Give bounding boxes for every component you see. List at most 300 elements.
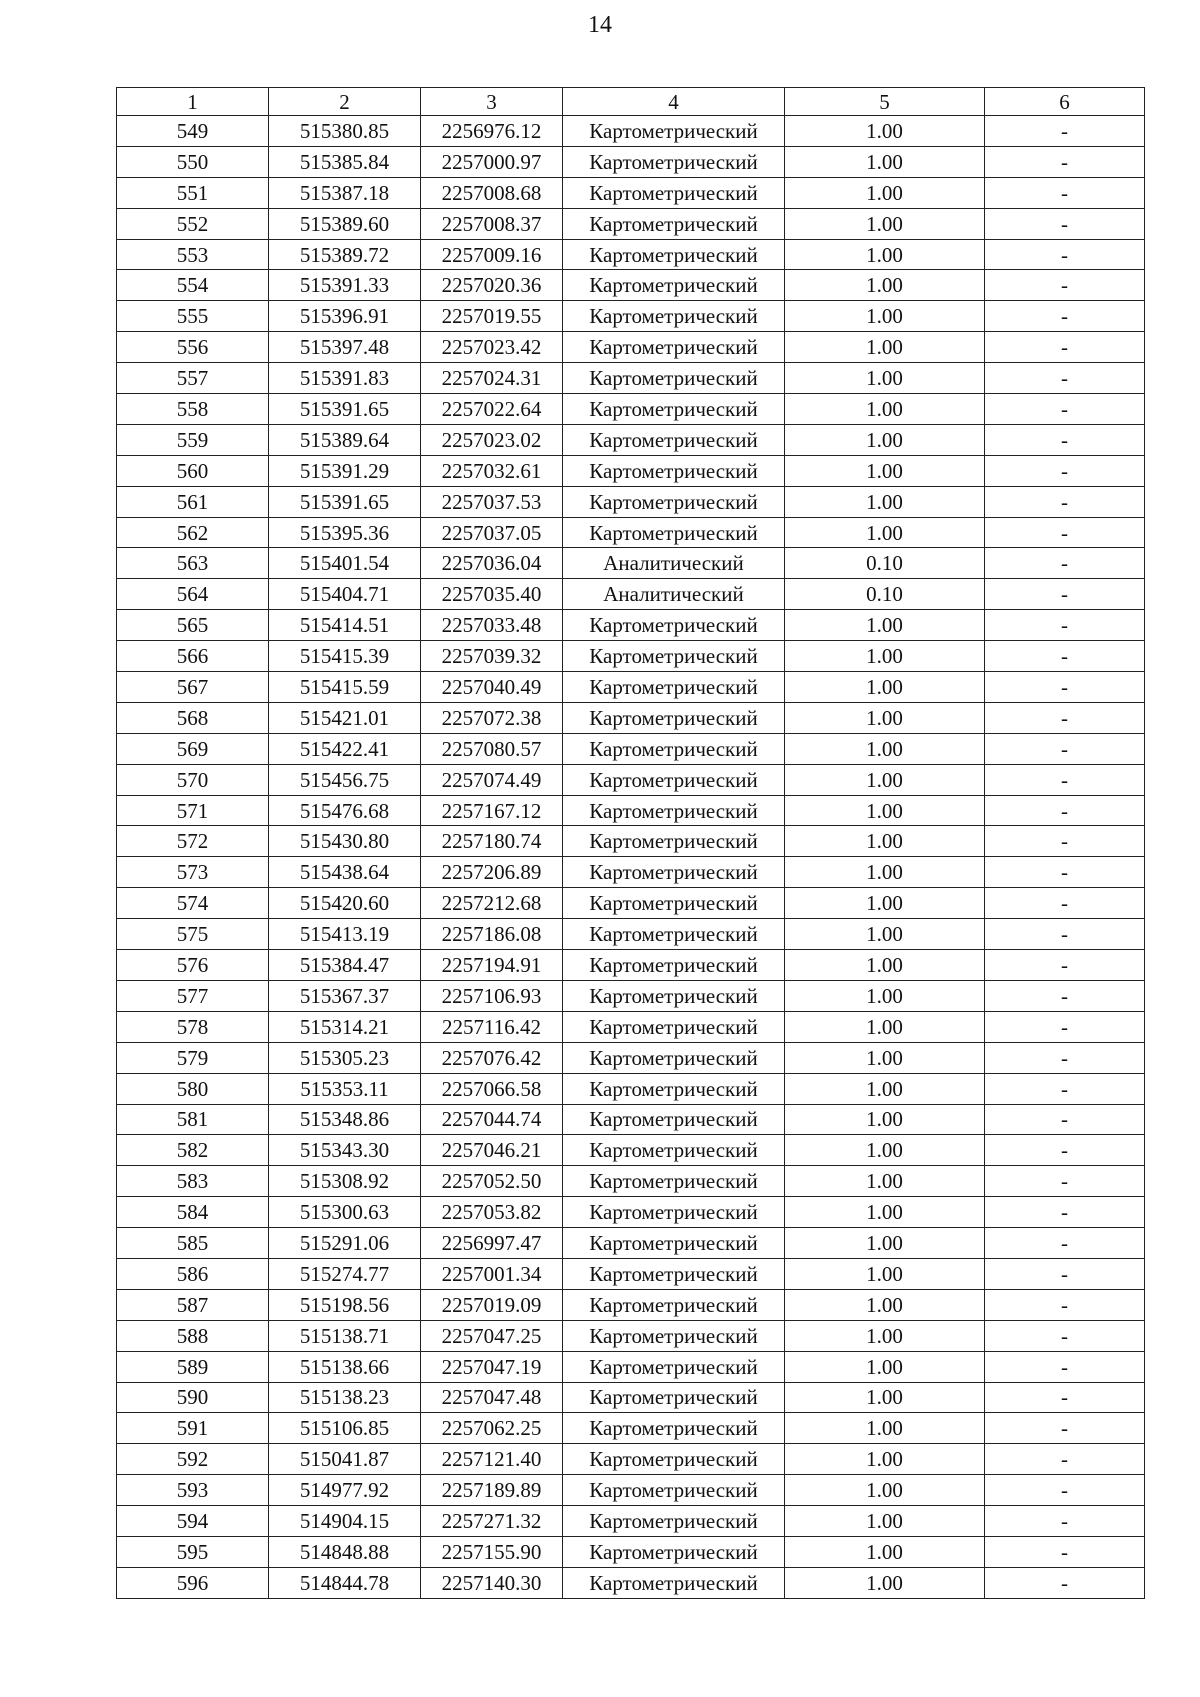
accuracy-cell: 1.00 bbox=[785, 919, 985, 950]
coordinates-table bbox=[116, 87, 1145, 1599]
table-row bbox=[117, 1289, 1145, 1320]
accuracy-cell: 0.10 bbox=[785, 579, 985, 610]
method-cell: Картометрический bbox=[563, 919, 785, 950]
table-row bbox=[117, 1011, 1145, 1042]
method-cell: Картометрический bbox=[563, 1042, 785, 1073]
y-coordinate-cell: 2257066.58 bbox=[421, 1073, 563, 1104]
accuracy-cell: 1.00 bbox=[785, 610, 985, 641]
y-coordinate-cell: 2257206.89 bbox=[421, 857, 563, 888]
point-number-cell: 581 bbox=[117, 1104, 269, 1135]
y-coordinate-cell: 2257072.38 bbox=[421, 702, 563, 733]
table-row bbox=[117, 764, 1145, 795]
y-coordinate-cell: 2257033.48 bbox=[421, 610, 563, 641]
x-coordinate-cell: 515274.77 bbox=[269, 1258, 421, 1289]
table-row bbox=[117, 548, 1145, 579]
note-cell: - bbox=[985, 394, 1145, 425]
x-coordinate-cell: 514904.15 bbox=[269, 1506, 421, 1537]
point-number-cell: 582 bbox=[117, 1135, 269, 1166]
y-coordinate-cell: 2257106.93 bbox=[421, 980, 563, 1011]
note-cell: - bbox=[985, 1135, 1145, 1166]
point-number-cell: 596 bbox=[117, 1567, 269, 1598]
x-coordinate-cell: 515391.65 bbox=[269, 394, 421, 425]
point-number-cell: 561 bbox=[117, 486, 269, 517]
y-coordinate-cell: 2256997.47 bbox=[421, 1228, 563, 1259]
table-body bbox=[117, 116, 1145, 1599]
y-coordinate-cell: 2257035.40 bbox=[421, 579, 563, 610]
method-cell: Картометрический bbox=[563, 610, 785, 641]
y-coordinate-cell: 2257047.25 bbox=[421, 1320, 563, 1351]
note-cell: - bbox=[985, 208, 1145, 239]
x-coordinate-cell: 515198.56 bbox=[269, 1289, 421, 1320]
point-number-cell: 586 bbox=[117, 1258, 269, 1289]
note-cell: - bbox=[985, 641, 1145, 672]
method-cell: Картометрический bbox=[563, 795, 785, 826]
point-number-cell: 564 bbox=[117, 579, 269, 610]
x-coordinate-cell: 515414.51 bbox=[269, 610, 421, 641]
method-cell: Картометрический bbox=[563, 980, 785, 1011]
accuracy-cell: 1.00 bbox=[785, 826, 985, 857]
point-number-cell: 552 bbox=[117, 208, 269, 239]
point-number-cell: 579 bbox=[117, 1042, 269, 1073]
note-cell: - bbox=[985, 919, 1145, 950]
note-cell: - bbox=[985, 1104, 1145, 1135]
column-header: 3 bbox=[421, 88, 563, 116]
method-cell: Картометрический bbox=[563, 950, 785, 981]
note-cell: - bbox=[985, 1289, 1145, 1320]
accuracy-cell: 1.00 bbox=[785, 1228, 985, 1259]
method-cell: Картометрический bbox=[563, 1506, 785, 1537]
point-number-cell: 575 bbox=[117, 919, 269, 950]
method-cell: Картометрический bbox=[563, 1258, 785, 1289]
point-number-cell: 594 bbox=[117, 1506, 269, 1537]
point-number-cell: 554 bbox=[117, 270, 269, 301]
note-cell: - bbox=[985, 1042, 1145, 1073]
y-coordinate-cell: 2257155.90 bbox=[421, 1536, 563, 1567]
x-coordinate-cell: 515138.66 bbox=[269, 1351, 421, 1382]
method-cell: Картометрический bbox=[563, 517, 785, 548]
column-header: 2 bbox=[269, 88, 421, 116]
x-coordinate-cell: 515413.19 bbox=[269, 919, 421, 950]
point-number-cell: 569 bbox=[117, 733, 269, 764]
point-number-cell: 557 bbox=[117, 363, 269, 394]
method-cell: Картометрический bbox=[563, 239, 785, 270]
point-number-cell: 566 bbox=[117, 641, 269, 672]
method-cell: Картометрический bbox=[563, 332, 785, 363]
y-coordinate-cell: 2257167.12 bbox=[421, 795, 563, 826]
table-row bbox=[117, 1444, 1145, 1475]
accuracy-cell: 0.10 bbox=[785, 548, 985, 579]
table-row bbox=[117, 208, 1145, 239]
note-cell: - bbox=[985, 116, 1145, 147]
table-row bbox=[117, 332, 1145, 363]
x-coordinate-cell: 515138.71 bbox=[269, 1320, 421, 1351]
point-number-cell: 585 bbox=[117, 1228, 269, 1259]
page-number: 14 bbox=[588, 12, 612, 38]
accuracy-cell: 1.00 bbox=[785, 1444, 985, 1475]
method-cell: Картометрический bbox=[563, 424, 785, 455]
x-coordinate-cell: 515396.91 bbox=[269, 301, 421, 332]
accuracy-cell: 1.00 bbox=[785, 1567, 985, 1598]
note-cell: - bbox=[985, 424, 1145, 455]
x-coordinate-cell: 515389.72 bbox=[269, 239, 421, 270]
x-coordinate-cell: 515291.06 bbox=[269, 1228, 421, 1259]
accuracy-cell: 1.00 bbox=[785, 1475, 985, 1506]
note-cell: - bbox=[985, 1197, 1145, 1228]
table-row bbox=[117, 270, 1145, 301]
x-coordinate-cell: 515391.33 bbox=[269, 270, 421, 301]
accuracy-cell: 1.00 bbox=[785, 1258, 985, 1289]
y-coordinate-cell: 2257212.68 bbox=[421, 888, 563, 919]
y-coordinate-cell: 2257023.02 bbox=[421, 424, 563, 455]
table-row bbox=[117, 146, 1145, 177]
y-coordinate-cell: 2257019.09 bbox=[421, 1289, 563, 1320]
accuracy-cell: 1.00 bbox=[785, 857, 985, 888]
accuracy-cell: 1.00 bbox=[785, 1166, 985, 1197]
table-row bbox=[117, 980, 1145, 1011]
x-coordinate-cell: 515420.60 bbox=[269, 888, 421, 919]
y-coordinate-cell: 2257022.64 bbox=[421, 394, 563, 425]
accuracy-cell: 1.00 bbox=[785, 1320, 985, 1351]
method-cell: Картометрический bbox=[563, 116, 785, 147]
x-coordinate-cell: 515404.71 bbox=[269, 579, 421, 610]
y-coordinate-cell: 2257271.32 bbox=[421, 1506, 563, 1537]
accuracy-cell: 1.00 bbox=[785, 394, 985, 425]
method-cell: Аналитический bbox=[563, 548, 785, 579]
accuracy-cell: 1.00 bbox=[785, 116, 985, 147]
note-cell: - bbox=[985, 239, 1145, 270]
accuracy-cell: 1.00 bbox=[785, 1197, 985, 1228]
method-cell: Картометрический bbox=[563, 702, 785, 733]
y-coordinate-cell: 2257180.74 bbox=[421, 826, 563, 857]
note-cell: - bbox=[985, 1320, 1145, 1351]
x-coordinate-cell: 515384.47 bbox=[269, 950, 421, 981]
point-number-cell: 578 bbox=[117, 1011, 269, 1042]
accuracy-cell: 1.00 bbox=[785, 672, 985, 703]
note-cell: - bbox=[985, 363, 1145, 394]
accuracy-cell: 1.00 bbox=[785, 208, 985, 239]
column-header: 4 bbox=[563, 88, 785, 116]
accuracy-cell: 1.00 bbox=[785, 301, 985, 332]
x-coordinate-cell: 515353.11 bbox=[269, 1073, 421, 1104]
table-row bbox=[117, 1506, 1145, 1537]
y-coordinate-cell: 2257189.89 bbox=[421, 1475, 563, 1506]
method-cell: Картометрический bbox=[563, 1536, 785, 1567]
accuracy-cell: 1.00 bbox=[785, 980, 985, 1011]
method-cell: Картометрический bbox=[563, 641, 785, 672]
accuracy-cell: 1.00 bbox=[785, 1413, 985, 1444]
point-number-cell: 590 bbox=[117, 1382, 269, 1413]
point-number-cell: 580 bbox=[117, 1073, 269, 1104]
note-cell: - bbox=[985, 702, 1145, 733]
table-row bbox=[117, 1104, 1145, 1135]
point-number-cell: 577 bbox=[117, 980, 269, 1011]
table-row bbox=[117, 672, 1145, 703]
point-number-cell: 550 bbox=[117, 146, 269, 177]
table-row bbox=[117, 888, 1145, 919]
note-cell: - bbox=[985, 733, 1145, 764]
method-cell: Картометрический bbox=[563, 764, 785, 795]
y-coordinate-cell: 2257019.55 bbox=[421, 301, 563, 332]
x-coordinate-cell: 515387.18 bbox=[269, 177, 421, 208]
note-cell: - bbox=[985, 1351, 1145, 1382]
method-cell: Картометрический bbox=[563, 363, 785, 394]
method-cell: Картометрический bbox=[563, 455, 785, 486]
table-row bbox=[117, 177, 1145, 208]
method-cell: Картометрический bbox=[563, 1444, 785, 1475]
table-row bbox=[117, 1413, 1145, 1444]
y-coordinate-cell: 2257121.40 bbox=[421, 1444, 563, 1475]
table-row bbox=[117, 579, 1145, 610]
table-row bbox=[117, 239, 1145, 270]
table-row bbox=[117, 1567, 1145, 1598]
x-coordinate-cell: 515395.36 bbox=[269, 517, 421, 548]
x-coordinate-cell: 515389.64 bbox=[269, 424, 421, 455]
point-number-cell: 589 bbox=[117, 1351, 269, 1382]
point-number-cell: 571 bbox=[117, 795, 269, 826]
note-cell: - bbox=[985, 888, 1145, 919]
point-number-cell: 591 bbox=[117, 1413, 269, 1444]
column-header: 6 bbox=[985, 88, 1145, 116]
x-coordinate-cell: 515391.65 bbox=[269, 486, 421, 517]
x-coordinate-cell: 515421.01 bbox=[269, 702, 421, 733]
y-coordinate-cell: 2257186.08 bbox=[421, 919, 563, 950]
x-coordinate-cell: 515385.84 bbox=[269, 146, 421, 177]
x-coordinate-cell: 515389.60 bbox=[269, 208, 421, 239]
table-row bbox=[117, 1166, 1145, 1197]
note-cell: - bbox=[985, 517, 1145, 548]
point-number-cell: 583 bbox=[117, 1166, 269, 1197]
note-cell: - bbox=[985, 826, 1145, 857]
point-number-cell: 551 bbox=[117, 177, 269, 208]
table-row bbox=[117, 795, 1145, 826]
header-row bbox=[117, 88, 1145, 116]
y-coordinate-cell: 2257047.19 bbox=[421, 1351, 563, 1382]
point-number-cell: 574 bbox=[117, 888, 269, 919]
note-cell: - bbox=[985, 610, 1145, 641]
note-cell: - bbox=[985, 1567, 1145, 1598]
note-cell: - bbox=[985, 579, 1145, 610]
accuracy-cell: 1.00 bbox=[785, 1104, 985, 1135]
note-cell: - bbox=[985, 301, 1145, 332]
x-coordinate-cell: 515367.37 bbox=[269, 980, 421, 1011]
point-number-cell: 563 bbox=[117, 548, 269, 579]
table-row bbox=[117, 641, 1145, 672]
x-coordinate-cell: 515391.29 bbox=[269, 455, 421, 486]
y-coordinate-cell: 2257036.04 bbox=[421, 548, 563, 579]
table-row bbox=[117, 919, 1145, 950]
y-coordinate-cell: 2257024.31 bbox=[421, 363, 563, 394]
x-coordinate-cell: 515300.63 bbox=[269, 1197, 421, 1228]
method-cell: Картометрический bbox=[563, 1351, 785, 1382]
method-cell: Картометрический bbox=[563, 1320, 785, 1351]
table-row bbox=[117, 1320, 1145, 1351]
point-number-cell: 570 bbox=[117, 764, 269, 795]
table-row bbox=[117, 1073, 1145, 1104]
y-coordinate-cell: 2257140.30 bbox=[421, 1567, 563, 1598]
method-cell: Картометрический bbox=[563, 208, 785, 239]
y-coordinate-cell: 2257040.49 bbox=[421, 672, 563, 703]
accuracy-cell: 1.00 bbox=[785, 270, 985, 301]
y-coordinate-cell: 2257076.42 bbox=[421, 1042, 563, 1073]
note-cell: - bbox=[985, 177, 1145, 208]
x-coordinate-cell: 515314.21 bbox=[269, 1011, 421, 1042]
point-number-cell: 560 bbox=[117, 455, 269, 486]
method-cell: Картометрический bbox=[563, 1413, 785, 1444]
note-cell: - bbox=[985, 332, 1145, 363]
accuracy-cell: 1.00 bbox=[785, 363, 985, 394]
point-number-cell: 553 bbox=[117, 239, 269, 270]
y-coordinate-cell: 2257047.48 bbox=[421, 1382, 563, 1413]
note-cell: - bbox=[985, 1073, 1145, 1104]
x-coordinate-cell: 515041.87 bbox=[269, 1444, 421, 1475]
method-cell: Картометрический bbox=[563, 486, 785, 517]
accuracy-cell: 1.00 bbox=[785, 1135, 985, 1166]
note-cell: - bbox=[985, 548, 1145, 579]
y-coordinate-cell: 2257008.37 bbox=[421, 208, 563, 239]
x-coordinate-cell: 515348.86 bbox=[269, 1104, 421, 1135]
point-number-cell: 576 bbox=[117, 950, 269, 981]
note-cell: - bbox=[985, 486, 1145, 517]
accuracy-cell: 1.00 bbox=[785, 1536, 985, 1567]
x-coordinate-cell: 515343.30 bbox=[269, 1135, 421, 1166]
point-number-cell: 559 bbox=[117, 424, 269, 455]
y-coordinate-cell: 2257009.16 bbox=[421, 239, 563, 270]
x-coordinate-cell: 514977.92 bbox=[269, 1475, 421, 1506]
method-cell: Картометрический bbox=[563, 1289, 785, 1320]
x-coordinate-cell: 515308.92 bbox=[269, 1166, 421, 1197]
y-coordinate-cell: 2257008.68 bbox=[421, 177, 563, 208]
method-cell: Аналитический bbox=[563, 579, 785, 610]
x-coordinate-cell: 515422.41 bbox=[269, 733, 421, 764]
point-number-cell: 565 bbox=[117, 610, 269, 641]
point-number-cell: 573 bbox=[117, 857, 269, 888]
method-cell: Картометрический bbox=[563, 177, 785, 208]
x-coordinate-cell: 515138.23 bbox=[269, 1382, 421, 1413]
accuracy-cell: 1.00 bbox=[785, 795, 985, 826]
point-number-cell: 593 bbox=[117, 1475, 269, 1506]
note-cell: - bbox=[985, 1382, 1145, 1413]
method-cell: Картометрический bbox=[563, 1135, 785, 1166]
point-number-cell: 587 bbox=[117, 1289, 269, 1320]
note-cell: - bbox=[985, 1444, 1145, 1475]
table-row bbox=[117, 1258, 1145, 1289]
note-cell: - bbox=[985, 1258, 1145, 1289]
note-cell: - bbox=[985, 455, 1145, 486]
x-coordinate-cell: 515456.75 bbox=[269, 764, 421, 795]
x-coordinate-cell: 515380.85 bbox=[269, 116, 421, 147]
method-cell: Картометрический bbox=[563, 1382, 785, 1413]
method-cell: Картометрический bbox=[563, 394, 785, 425]
table-row bbox=[117, 826, 1145, 857]
table-row bbox=[117, 517, 1145, 548]
note-cell: - bbox=[985, 1506, 1145, 1537]
method-cell: Картометрический bbox=[563, 146, 785, 177]
point-number-cell: 556 bbox=[117, 332, 269, 363]
table-row bbox=[117, 1228, 1145, 1259]
method-cell: Картометрический bbox=[563, 733, 785, 764]
y-coordinate-cell: 2257037.53 bbox=[421, 486, 563, 517]
x-coordinate-cell: 515305.23 bbox=[269, 1042, 421, 1073]
point-number-cell: 588 bbox=[117, 1320, 269, 1351]
y-coordinate-cell: 2257039.32 bbox=[421, 641, 563, 672]
table-row bbox=[117, 857, 1145, 888]
note-cell: - bbox=[985, 980, 1145, 1011]
accuracy-cell: 1.00 bbox=[785, 764, 985, 795]
accuracy-cell: 1.00 bbox=[785, 146, 985, 177]
note-cell: - bbox=[985, 857, 1145, 888]
accuracy-cell: 1.00 bbox=[785, 424, 985, 455]
method-cell: Картометрический bbox=[563, 1011, 785, 1042]
table-row bbox=[117, 394, 1145, 425]
point-number-cell: 595 bbox=[117, 1536, 269, 1567]
method-cell: Картометрический bbox=[563, 857, 785, 888]
method-cell: Картометрический bbox=[563, 1228, 785, 1259]
method-cell: Картометрический bbox=[563, 672, 785, 703]
accuracy-cell: 1.00 bbox=[785, 733, 985, 764]
method-cell: Картометрический bbox=[563, 1166, 785, 1197]
table-row bbox=[117, 1135, 1145, 1166]
table-row bbox=[117, 486, 1145, 517]
point-number-cell: 549 bbox=[117, 116, 269, 147]
y-coordinate-cell: 2257000.97 bbox=[421, 146, 563, 177]
table-row bbox=[117, 1197, 1145, 1228]
table-row bbox=[117, 1536, 1145, 1567]
point-number-cell: 572 bbox=[117, 826, 269, 857]
y-coordinate-cell: 2257023.42 bbox=[421, 332, 563, 363]
note-cell: - bbox=[985, 1413, 1145, 1444]
accuracy-cell: 1.00 bbox=[785, 1382, 985, 1413]
point-number-cell: 558 bbox=[117, 394, 269, 425]
accuracy-cell: 1.00 bbox=[785, 1073, 985, 1104]
x-coordinate-cell: 515397.48 bbox=[269, 332, 421, 363]
table-row bbox=[117, 455, 1145, 486]
accuracy-cell: 1.00 bbox=[785, 239, 985, 270]
method-cell: Картометрический bbox=[563, 1073, 785, 1104]
table-row bbox=[117, 1042, 1145, 1073]
x-coordinate-cell: 515401.54 bbox=[269, 548, 421, 579]
point-number-cell: 584 bbox=[117, 1197, 269, 1228]
accuracy-cell: 1.00 bbox=[785, 1351, 985, 1382]
y-coordinate-cell: 2257032.61 bbox=[421, 455, 563, 486]
accuracy-cell: 1.00 bbox=[785, 1506, 985, 1537]
column-header: 5 bbox=[785, 88, 985, 116]
table-row bbox=[117, 610, 1145, 641]
table-row bbox=[117, 363, 1145, 394]
accuracy-cell: 1.00 bbox=[785, 332, 985, 363]
method-cell: Картометрический bbox=[563, 270, 785, 301]
method-cell: Картометрический bbox=[563, 888, 785, 919]
note-cell: - bbox=[985, 950, 1145, 981]
y-coordinate-cell: 2257046.21 bbox=[421, 1135, 563, 1166]
note-cell: - bbox=[985, 146, 1145, 177]
y-coordinate-cell: 2256976.12 bbox=[421, 116, 563, 147]
point-number-cell: 567 bbox=[117, 672, 269, 703]
x-coordinate-cell: 515476.68 bbox=[269, 795, 421, 826]
y-coordinate-cell: 2257116.42 bbox=[421, 1011, 563, 1042]
accuracy-cell: 1.00 bbox=[785, 1011, 985, 1042]
method-cell: Картометрический bbox=[563, 1197, 785, 1228]
table-row bbox=[117, 301, 1145, 332]
accuracy-cell: 1.00 bbox=[785, 486, 985, 517]
y-coordinate-cell: 2257020.36 bbox=[421, 270, 563, 301]
method-cell: Картометрический bbox=[563, 1567, 785, 1598]
x-coordinate-cell: 515430.80 bbox=[269, 826, 421, 857]
note-cell: - bbox=[985, 764, 1145, 795]
accuracy-cell: 1.00 bbox=[785, 702, 985, 733]
method-cell: Картометрический bbox=[563, 1475, 785, 1506]
note-cell: - bbox=[985, 270, 1145, 301]
table-row bbox=[117, 116, 1145, 147]
